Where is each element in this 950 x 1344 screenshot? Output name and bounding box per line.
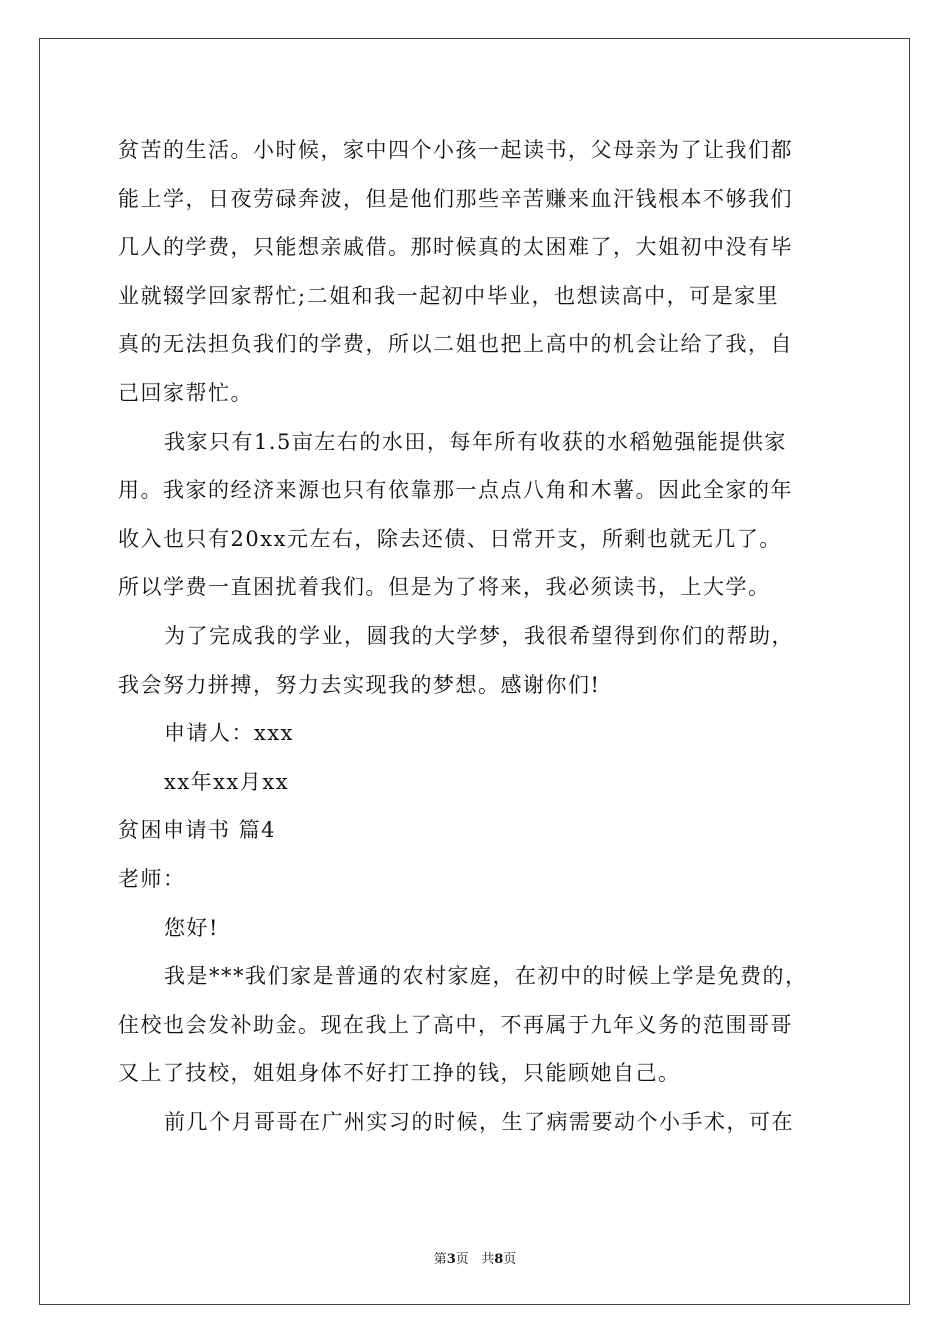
text-line: 我会努力拼搏，努力去实现我的梦想。感谢你们!: [118, 672, 601, 697]
text-line: 己回家帮忙。: [118, 380, 253, 405]
total-suffix: 页: [503, 1252, 517, 1267]
page-prefix: 第: [433, 1252, 447, 1267]
text-line: 我家只有1.5亩左右的水田，每年所有收获的水稻勉强能提供家: [164, 429, 787, 454]
page-total: 8: [494, 1252, 504, 1267]
text-line: 又上了技校，姐姐身体不好打工挣的钱，只能顾她自己。: [118, 1061, 681, 1086]
section-heading: 贫困申请书 篇4: [118, 818, 277, 843]
text-line: 所以学费一直困扰着我们。但是为了将来，我必须读书，上大学。: [118, 575, 771, 600]
document-body: [118, 126, 838, 1146]
text-line: 贫苦的生活。小时候，家中四个小孩一起读书，父母亲为了让我们都: [118, 138, 793, 162]
applicant-line: 申请人：xxx: [164, 721, 295, 746]
page-current: 3: [446, 1252, 456, 1267]
text-line: 我是***我们家是普通的农村家庭，在初中的时候上学是免费的，: [164, 964, 808, 989]
text-line: 住校也会发补助金。现在我上了高中，不再属于九年义务的范围哥哥: [118, 1012, 793, 1037]
page-footer: [0, 1248, 950, 1267]
text-line: 几人的学费，只能想亲戚借。那时候真的太困难了，大姐初中没有毕: [118, 235, 793, 260]
text-line: 能上学，日夜劳碌奔波，但是他们那些辛苦赚来血汗钱根本不够我们: [118, 186, 793, 211]
salutation: 老师：: [118, 866, 186, 891]
text-line: 真的无法担负我们的学费，所以二姐也把上高中的机会让给了我，自: [118, 332, 793, 357]
total-prefix: 共: [481, 1252, 495, 1267]
page-suffix: 页: [455, 1252, 469, 1267]
text-line: 前几个月哥哥在广州实习的时候，生了病需要动个小手术，可在: [164, 1109, 794, 1134]
text-line: 收入也只有20xx元左右，除去还债、日常开支，所剩也就无几了。: [118, 526, 782, 551]
date-line: xx年xx月xx: [164, 769, 290, 794]
text-line: 用。我家的经济来源也只有依靠那一点点八角和木薯。因此全家的年: [118, 478, 793, 503]
greeting: 您好!: [164, 915, 219, 940]
text-line: 业就辍学回家帮忙;二姐和我一起初中毕业，也想读高中，可是家里: [118, 283, 780, 308]
text-line: 为了完成我的学业，圆我的大学梦，我很希望得到你们的帮助，: [164, 623, 794, 648]
